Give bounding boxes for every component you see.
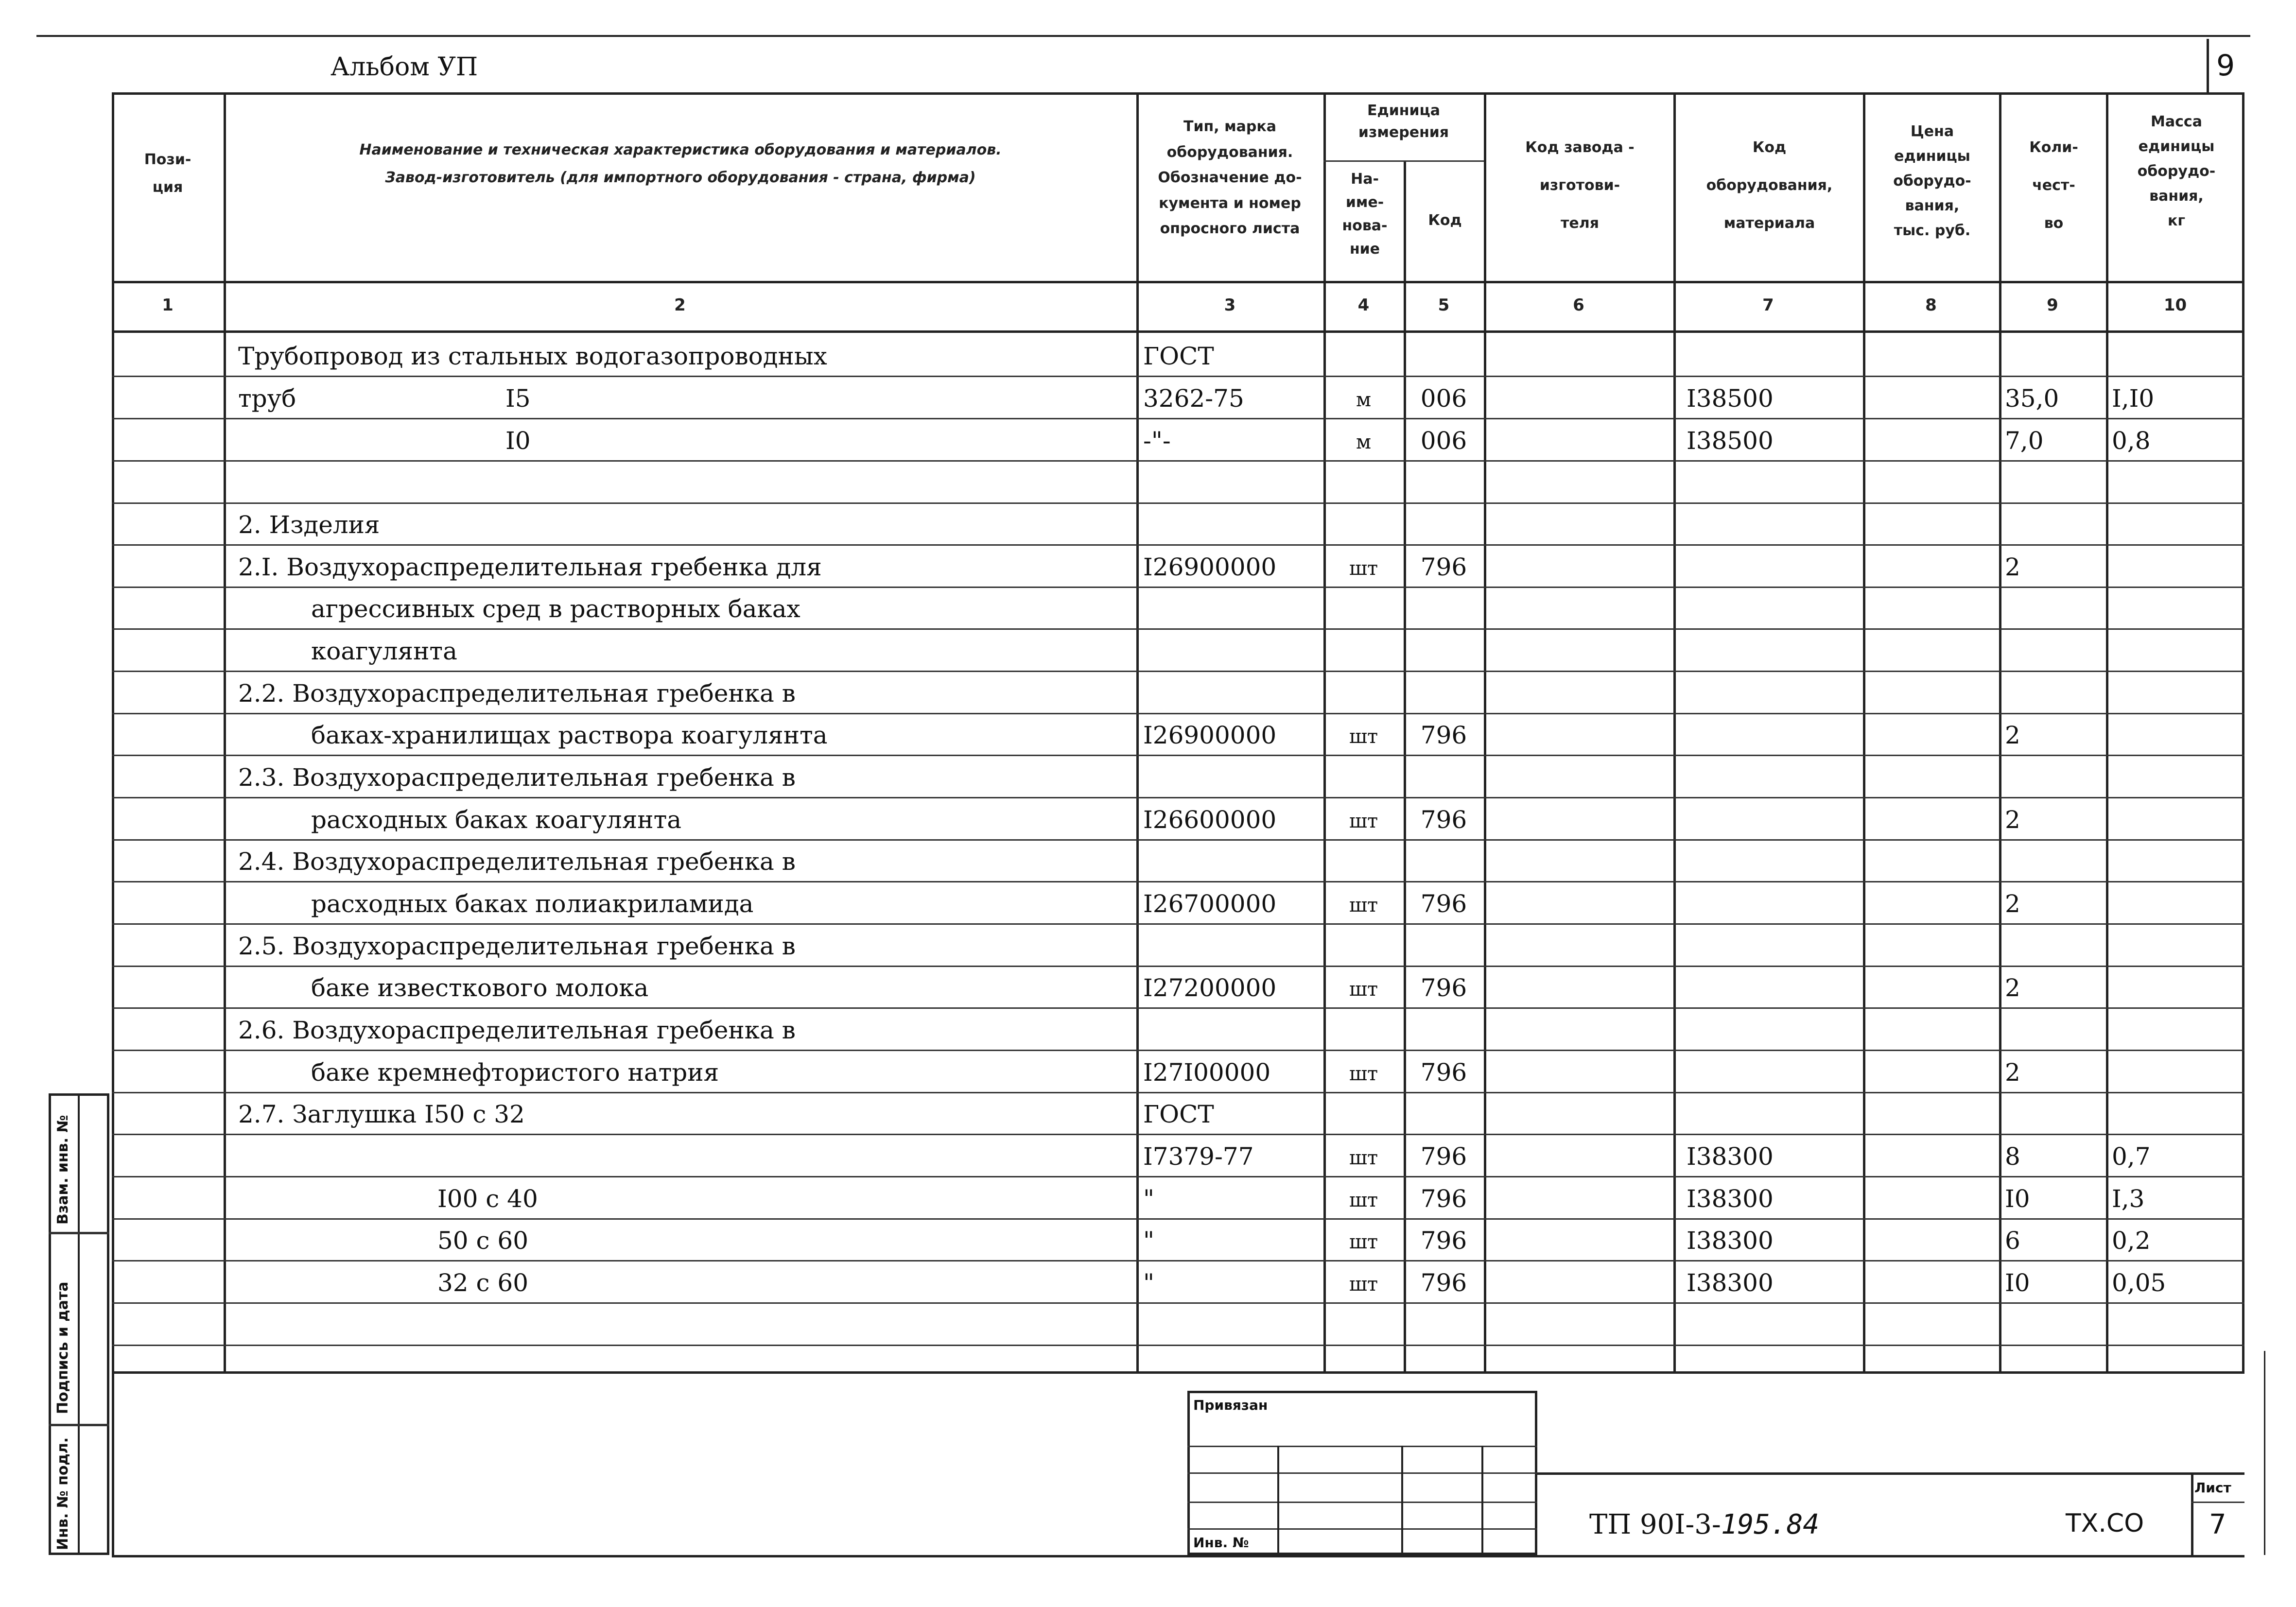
row-name: 2. Изделия <box>238 511 380 539</box>
row-code: 796 <box>1420 974 1467 1002</box>
colnum-4: 4 <box>1357 295 1370 315</box>
colnum-8: 8 <box>1925 295 1937 315</box>
header-unit-group: Единица измерения <box>1358 102 1449 141</box>
row-quantity: 7,0 <box>2005 427 2044 455</box>
row-unit: шт <box>1349 1231 1378 1253</box>
row-quantity: 2 <box>2005 806 2020 834</box>
colnum-6: 6 <box>1573 295 1584 315</box>
row-type: ГОСТ <box>1143 342 1214 370</box>
row-type: ГОСТ <box>1143 1100 1214 1128</box>
row-code: 796 <box>1420 721 1467 749</box>
row-quantity: 2 <box>2005 553 2020 581</box>
row-quantity: 2 <box>2005 890 2020 918</box>
row-name-size: I0 <box>505 427 531 455</box>
row-unit: шт <box>1349 1147 1378 1169</box>
row-quantity: 2 <box>2005 1058 2020 1087</box>
row-unit: шт <box>1349 557 1378 580</box>
row-unit: шт <box>1349 810 1378 832</box>
header-name: Наименование и техническая характеристика оборудования и материалов. Завод-изготовитель (для импортного оборудования - страна, фирма) <box>359 141 1002 186</box>
row-mass: I,I0 <box>2112 384 2155 413</box>
row-type: 3262-75 <box>1143 384 1244 413</box>
row-name: 2.6. Воздухораспределительная гребенка в <box>238 1016 796 1044</box>
row-name: I00 с 40 <box>437 1185 538 1213</box>
row-quantity: 8 <box>2005 1142 2020 1171</box>
row-unit: шт <box>1349 1063 1378 1085</box>
row-name: 2.I. Воздухораспределительная гребенка для <box>238 553 822 581</box>
row-unit: м <box>1356 431 1372 453</box>
header-quantity: Коли- чест- во <box>2029 139 2078 232</box>
row-name: баках-хранилищах раствора коагулянта <box>311 721 828 749</box>
side-label-signature: Подпись и дата <box>54 1281 71 1414</box>
row-equipment-code: I38300 <box>1687 1185 1774 1213</box>
row-code: 006 <box>1420 427 1467 455</box>
row-name: 32 с 60 <box>437 1269 529 1297</box>
row-unit: шт <box>1349 978 1378 1001</box>
row-type: " <box>1143 1185 1154 1213</box>
row-type: I27I00000 <box>1143 1058 1271 1087</box>
row-mass: 0,05 <box>2112 1269 2166 1297</box>
row-unit: шт <box>1349 726 1378 748</box>
colnum-1: 1 <box>162 295 174 315</box>
header-unit-code: Код <box>1428 212 1462 229</box>
row-code: 006 <box>1420 384 1467 413</box>
row-name-size: I5 <box>505 384 531 413</box>
row-name: 2.2. Воздухораспределительная гребенка в <box>238 679 796 708</box>
row-unit: шт <box>1349 1273 1378 1296</box>
sheet-number: 7 <box>2209 1509 2226 1540</box>
row-type: I26600000 <box>1143 806 1277 834</box>
row-equipment-code: I38500 <box>1687 427 1774 455</box>
section-code: ТХ.СО <box>2066 1509 2144 1538</box>
row-unit: шт <box>1349 1189 1378 1211</box>
side-label-inv: Инв. № подл. <box>54 1437 71 1550</box>
row-unit: шт <box>1349 894 1378 916</box>
colnum-7: 7 <box>1762 295 1774 315</box>
header-price: Цена единицы оборудо- вания, тыс. руб. <box>1893 123 1971 239</box>
row-code: 796 <box>1420 1058 1467 1087</box>
header-unit-name: На- име- нова- ние <box>1342 171 1388 258</box>
row-mass: 0,2 <box>2112 1227 2151 1255</box>
row-code: 796 <box>1420 890 1467 918</box>
page-number: 9 <box>2216 49 2235 83</box>
row-code: 796 <box>1420 806 1467 834</box>
row-type: -"- <box>1143 427 1171 455</box>
row-type: I26900000 <box>1143 721 1277 749</box>
colnum-9: 9 <box>2047 295 2058 315</box>
colnum-3: 3 <box>1224 295 1236 315</box>
row-name: агрессивных сред в растворных баках <box>311 595 800 623</box>
row-name: баке известкового молока <box>311 974 649 1002</box>
row-name: 2.5. Воздухораспределительная гребенка в <box>238 932 796 960</box>
row-quantity: I0 <box>2005 1269 2030 1297</box>
row-type: " <box>1143 1269 1154 1297</box>
row-equipment-code: I38300 <box>1687 1227 1774 1255</box>
header-factory-code: Код завода - изготови- теля <box>1525 139 1635 232</box>
album-title: Альбом УП <box>330 52 478 82</box>
row-type: I27200000 <box>1143 974 1277 1002</box>
row-name: 2.4. Воздухораспределительная гребенка в <box>238 847 796 876</box>
colnum-2: 2 <box>674 295 686 315</box>
row-name: труб <box>238 384 296 413</box>
row-quantity: 35,0 <box>2005 384 2059 413</box>
header-type: Тип, марка оборудования. Обозначение до- кумента и номер опросного листа <box>1158 118 1302 237</box>
row-type: I26700000 <box>1143 890 1277 918</box>
top-rule <box>36 35 2250 37</box>
row-type: I26900000 <box>1143 553 1277 581</box>
colnum-10: 10 <box>2163 295 2187 315</box>
row-code: 796 <box>1420 1185 1467 1213</box>
row-type: " <box>1143 1227 1154 1255</box>
row-quantity: 2 <box>2005 974 2020 1002</box>
document-code: ТП 90I-3-195.84 <box>1589 1509 1820 1540</box>
row-mass: I,3 <box>2112 1185 2145 1213</box>
row-name: 2.3. Воздухораспределительная гребенка в <box>238 763 796 792</box>
row-mass: 0,8 <box>2112 427 2151 455</box>
binding-label: Привязан <box>1193 1397 1268 1413</box>
row-equipment-code: I38300 <box>1687 1142 1774 1171</box>
sheet-label: Лист <box>2194 1480 2231 1496</box>
header-equipment-code: Код оборудования, материала <box>1706 139 1833 232</box>
row-type: I7379-77 <box>1143 1142 1254 1171</box>
row-mass: 0,7 <box>2112 1142 2151 1171</box>
row-quantity: 6 <box>2005 1227 2020 1255</box>
row-code: 796 <box>1420 553 1467 581</box>
row-name: коагулянта <box>311 637 457 665</box>
row-quantity: I0 <box>2005 1185 2030 1213</box>
row-name: баке кремнефтористого натрия <box>311 1058 719 1087</box>
row-code: 796 <box>1420 1142 1467 1171</box>
colnum-5: 5 <box>1438 295 1450 315</box>
row-unit: м <box>1356 389 1372 411</box>
row-name: расходных баках коагулянта <box>311 806 682 834</box>
header-position: Пози- ция <box>144 151 191 196</box>
row-code: 796 <box>1420 1227 1467 1255</box>
row-name: расходных баках полиакриламида <box>311 890 754 918</box>
row-equipment-code: I38300 <box>1687 1269 1774 1297</box>
row-equipment-code: I38500 <box>1687 384 1774 413</box>
row-quantity: 2 <box>2005 721 2020 749</box>
row-code: 796 <box>1420 1269 1467 1297</box>
row-name: 50 с 60 <box>437 1227 529 1255</box>
row-name: Трубопровод из стальных водогазопроводных <box>238 342 827 370</box>
header-mass: Масса единицы оборудо- вания, кг <box>2137 113 2216 229</box>
inv-number-label: Инв. № <box>1193 1535 1249 1551</box>
row-name: 2.7. Заглушка I50 с 32 <box>238 1100 525 1128</box>
side-label-replace: Взам. инв. № <box>54 1115 71 1225</box>
